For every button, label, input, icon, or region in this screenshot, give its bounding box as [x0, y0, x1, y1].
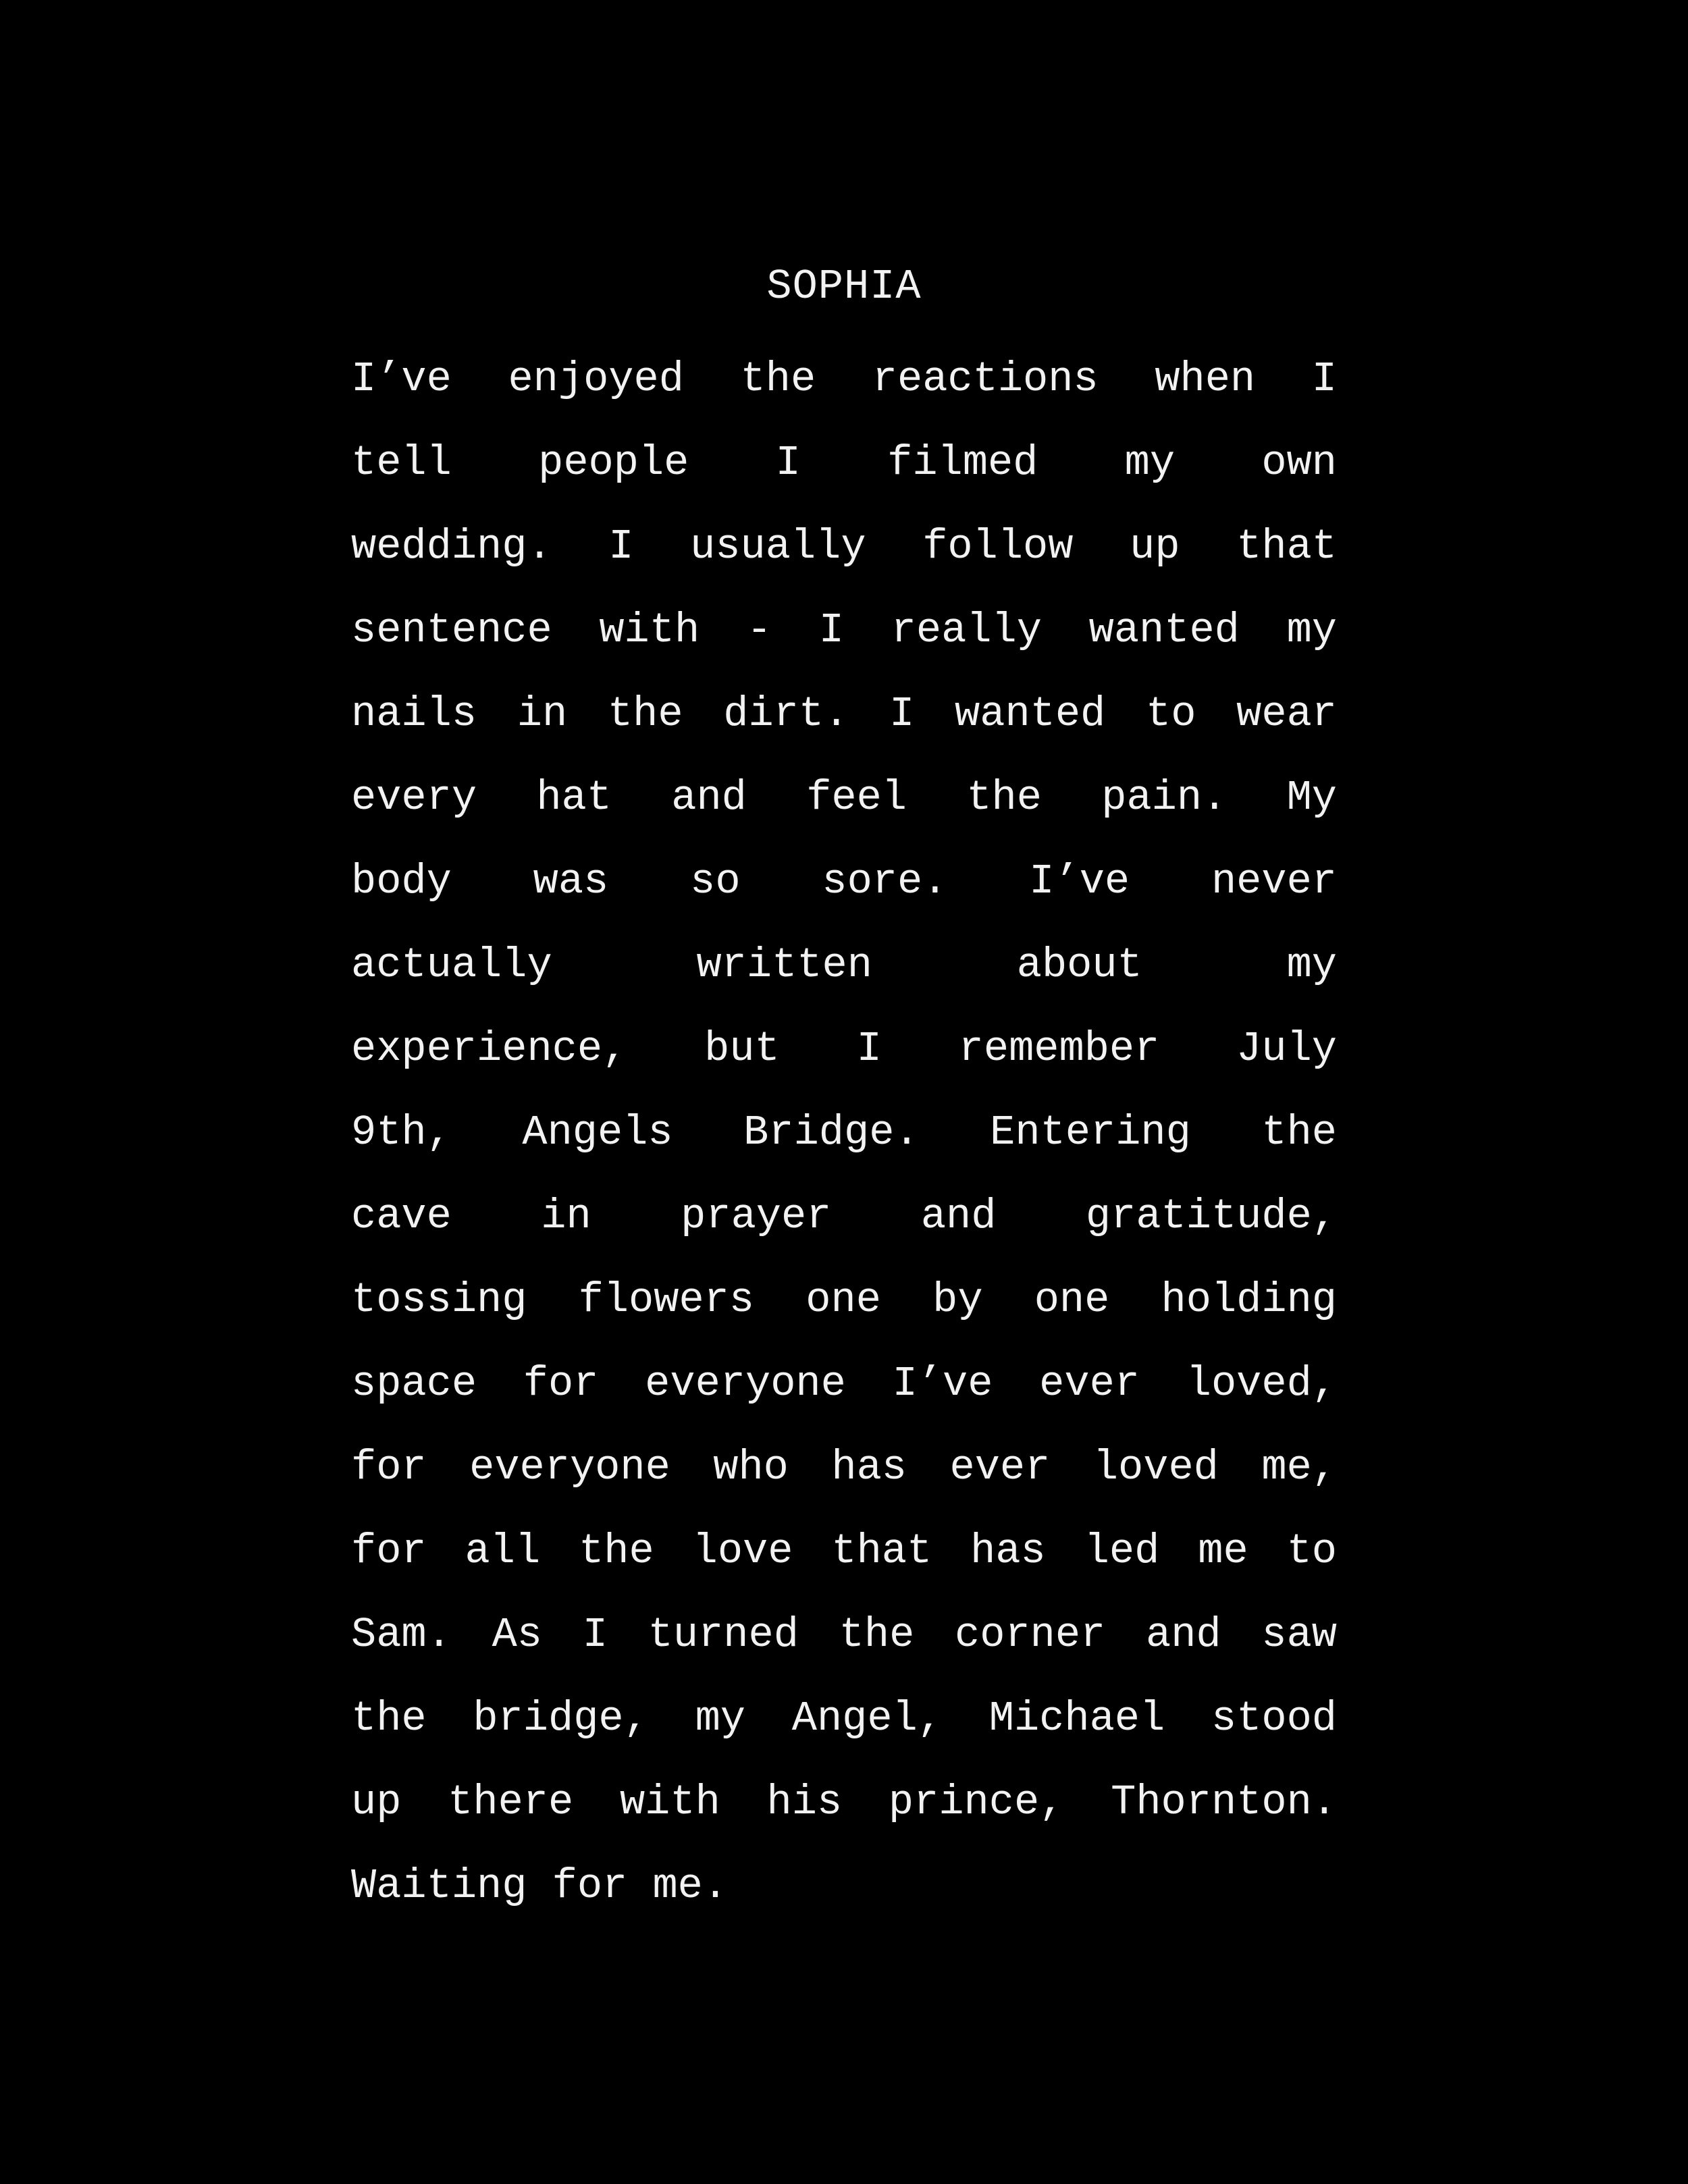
text-line: nails in the dirt. I wanted to wear	[351, 690, 1337, 738]
text-line: I’ve enjoyed the reactions when I	[351, 355, 1337, 403]
text-line: actually written about my	[351, 941, 1337, 989]
text-line: tell people I filmed my own	[351, 439, 1337, 487]
text-line: cave in prayer and gratitude,	[351, 1192, 1337, 1240]
text-line: wedding. I usually follow up that	[351, 523, 1337, 570]
text-line: every hat and feel the pain. My	[351, 774, 1337, 822]
page-title: SOPHIA	[766, 263, 922, 311]
text-line: for everyone who has ever loved me,	[351, 1443, 1337, 1491]
text-line-last: Waiting for me.	[351, 1862, 729, 1910]
text-line: body was so sore. I’ve never	[351, 857, 1337, 905]
text-line: for all the love that has led me to	[351, 1527, 1337, 1575]
text-line: up there with his prince, Thornton.	[351, 1778, 1337, 1826]
text-line: Sam. As I turned the corner and saw	[351, 1611, 1337, 1659]
body-paragraph	[351, 338, 1337, 1928]
text-line: tossing flowers one by one holding	[351, 1276, 1337, 1324]
text-line: sentence with - I really wanted my	[351, 606, 1337, 654]
text-line: space for everyone I’ve ever loved,	[351, 1360, 1337, 1408]
text-line: the bridge, my Angel, Michael stood	[351, 1695, 1337, 1742]
text-line: experience, but I remember July	[351, 1025, 1337, 1073]
text-line: 9th, Angels Bridge. Entering the	[351, 1109, 1337, 1156]
